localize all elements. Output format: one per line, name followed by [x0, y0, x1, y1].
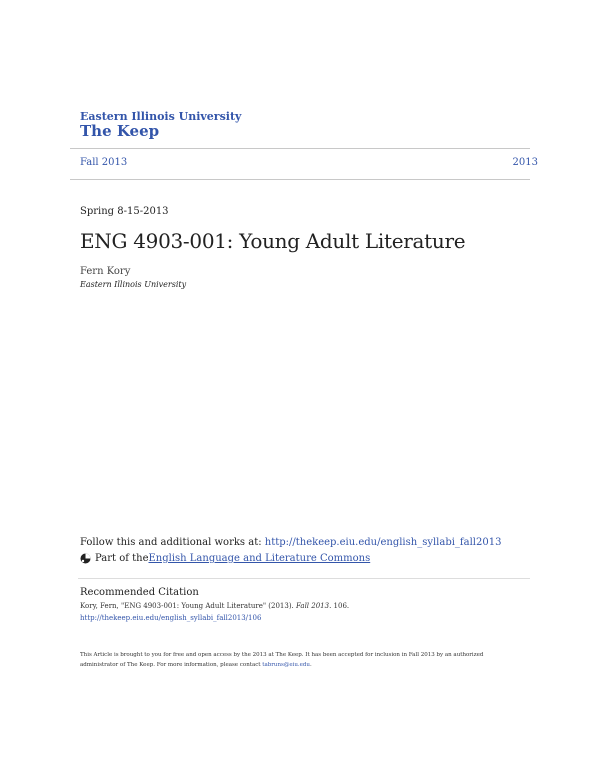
citation-divider	[78, 578, 530, 579]
collection-url-link[interactable]: http://thekeep.eiu.edu/english_syllabi_fall2013	[264, 537, 502, 548]
commons-network-icon	[80, 553, 91, 564]
part-of-line	[80, 553, 370, 564]
series-link-right[interactable]: 2013	[512, 157, 538, 168]
top-divider	[70, 148, 530, 149]
citation-main: Kory, Fern, "ENG 4903-001: Young Adult Literature" (2013).	[80, 602, 297, 610]
access-notice	[80, 650, 520, 670]
author-affiliation: Eastern Illinois University	[80, 280, 187, 289]
article-date: Spring 8-15-2013	[80, 206, 169, 217]
citation-end: . 106.	[329, 602, 350, 610]
follow-prefix: Follow this and additional works at:	[80, 537, 265, 548]
recommended-citation-heading: Recommended Citation	[80, 587, 199, 598]
part-of-prefix: Part of the	[95, 553, 149, 564]
bottom-divider	[70, 179, 530, 180]
notice-text: This Article is brought to you for free and open access by the 2013 at The Keep. It has been accepted for inclusion in Fall 2013 by an authorized administrator of The Keep. For more information, please contact	[80, 652, 484, 668]
series-link-left[interactable]: Fall 2013	[80, 157, 128, 168]
contact-email-link[interactable]: tabruns@eiu.edu	[262, 662, 310, 668]
citation-series: Fall 2013	[296, 602, 330, 610]
discipline-commons-link[interactable]: English Language and Literature Commons	[148, 553, 371, 564]
article-author: Fern Kory	[80, 266, 131, 277]
institution-name[interactable]: Eastern Illinois University	[80, 110, 242, 123]
notice-end: .	[309, 662, 312, 668]
citation-url-link[interactable]: http://thekeep.eiu.edu/english_syllabi_fall2013/106	[80, 614, 262, 622]
follow-line	[80, 537, 501, 548]
article-title: ENG 4903-001: Young Adult Literature	[80, 229, 466, 253]
repository-name[interactable]: The Keep	[80, 122, 160, 140]
citation-text	[80, 602, 349, 610]
